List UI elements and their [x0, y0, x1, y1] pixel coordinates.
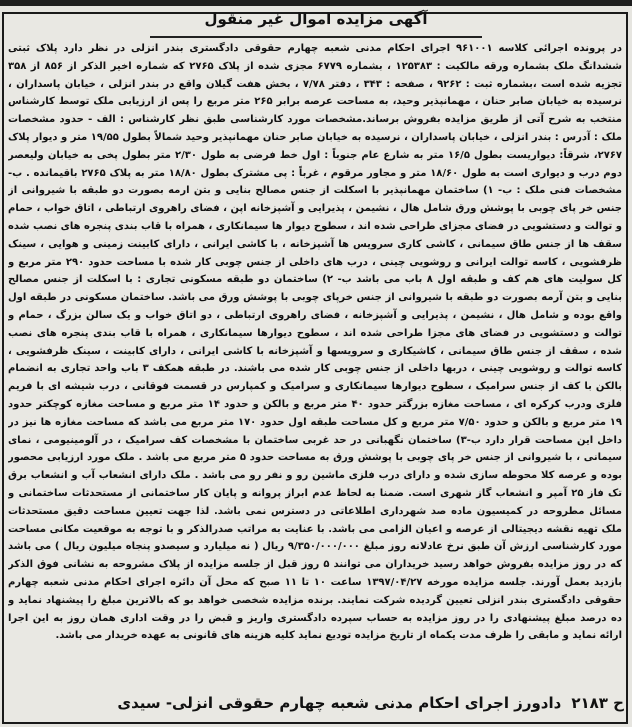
issuer-signature: دادورز اجرای احکام مدنی شعبه چهارم حقوقی انزلی- سیدی [117, 694, 562, 712]
notice-body: در پرونده اجرائی کلاسه ۹۶۱۰۰۱ اجرای احکام مدنی شعبه چهارم حقوقی دادگستری بندر انزلی در نظر دارد پلاک ثبتی ششدانگ ملک بشماره ورقه مالکیت : ۱۲۵۳۸۳ ، بشماره ۶۷۷۹ مجزی شده از پلاک ۲۷۶۵ که شماره اخیر الذکر از ۸۵۶ از ۳۵۸ تجزیه شده است ،بشماره ثبت : ۹۲۶۲ ، صفحه : ۳۴۳ ، دفتر ۷/۷۸ ، بخش هفت گیلان واقع در بندر انزلی ، خیابان پاسداران ، نرسیده به خیابان صابر حنان ، مهمانپذیر وحید، به مساحت عرصه برابر ۲۶۵ متر مربع را پس از ارزیابی ملک توسط کارشناس منتخب به شرح آتی از طریق مزایده بفروش برساند.مشخصات مورد کارشناسی طبق نظر کارشناس : الف - حدود مشخصات ملک : آدرس : بندر انزلی ، خیابان پاسداران ، نرسیده به خیابان صابر حنان مهمانپذیر وحید شمالاً بطول ۱۹/۵۵ متر و دیوار پلاک ۲۷۶۷، شرقاً: دیواریست بطول ۱۶/۵ متر به شارع عام جنوباً : اول خط فرضی به طول ۲/۳۰ متر بطول پخی به خیابان ولیعصر دوم درب و دیواری است به طول ۱۸/۶۰ متر و مجاور مرقوم ، غرباً : پی مشترک بطول ۱۸/۸۰ متر به پلاک ۲۷۶۵ باقیمانده . ب- مشخصات فنی ملک : ب- ۱) ساختمان مهمانپذیر با اسکلت از جنس مصالح بنایی و بتن ارمه بصورت دو طبقه با شیروانی از جنس خر پای چوبی با پوشش ورق شامل هال ، نشیمن ، پذیرایی و آشپزخانه اپن ، فضای راهروی ارتباطی ، اتاق خواب ، حمام و توالت و دستشویی در فضای مجزای طراحی شده اند ، سطوح دیوار ها سیمانکاری ، همراه با قاب بندی پنجره های نصب شده سقف ها از جنس طاق سیمانی ، کاشی کاری سرویس ها آشپزخانه ، با کاشی ایرانی ، دارای کابینت زمینی و هوایی ، سینک ظرفشویی ، کاسه توالت ایرانی و روشویی چینی ، درب های داخلی از جنس چوبی کار شده با مساحت حدود ۲۹۰ متر مربع و کل سولیت های هم کف و طبقه اول ۸ باب می باشد ب- ۲) ساختمان دو طبقه مسکونی تجاری : با اسکلت از جنس مصالح بنایی و بتن آرمه بصورت دو طبقه با شیروانی از جنس خرپای چوبی با پوشش ورق می باشد. ساختمان مسکونی در طبقه اول واقع بوده و شامل هال ، نشیمن ، پذیرایی و آشپزخانه ، فضای راهروی ارتباطی ، دو اتاق خواب و یک سالن بزرگ ، حمام و توالت و دستشویی در فضای های مجزا طراحی شده اند ، سطوح دیوارها سیمانکاری ، همراه با قاب بندی پنجره های نصب شده ، سقف از جنس طاق سیمانی ، کاشیکاری و سرویسها و آشپزخانه با کاشی ایرانی ، دارای کابینت ، سینک ظرفشویی ، کاسه توالت و روشویی چینی ، دربها داخلی از جنس چوبی کار شده می باشند. در طبقه همکف ۳ باب واحد تجاری به انضمام بالکن با کف از جنس سرامیک ، سطوح دیوارها سیمانکاری و سرامیک و کمپارس در قسمت فوقانی ، درب شیشه ای با فریم فلزی ودرب کرکره ای ، مساحت مغازه بزرگتر حدود ۴۰ متر مربع و بالکن و حدود ۱۴ متر مربع و مساحت مغازه کوچکتر حدود ۱۹ متر مربع و بالکن و حدود ۷/۵۰ متر مربع و کل مساحت طبقه اول حدود ۱۷۰ متر مربع می باشد که مساحت مغازه ها نیز در داخل این مساحت قرار دارد ب-۳) ساختمان نگهبانی در حد غربی ساختمان با مشخصات کف سرامیک ، در آلومینیومی ، نمای سیمانی ، با شیروانی از جنس خر پای چوبی با پوشش ورق به مساحت حدود ۵ متر مربع می باشد . ملک مورد ارزیابی محصور بوده و عرصه کلا محوطه سازی شده و دارای درب فلزی ماشین رو و نفر رو می باشد . ملک دارای انشعاب آب و انشعاب برق تک فاز ۲۵ آمپر و انشعاب گاز شهری است. ضمنا به لحاظ عدم ابراز پروانه و پایان کار ساختمانی از مستحدثات ساختمانی و مسائل مطروحه در کمیسیون ماده صد شهرداری اطلاعاتی در دسترس نمی باشد. لذا جهت تعیین مساحت دقیق مستحدثات ملک تهیه نقشه دیجیتالی از عرصه و اعیان الزامی می باشد. با عنایت به مراتب صدرالذکر و با توجه به موقعیت مکانی مساحت مورد کارشناسی ارزش آن طبق نرخ عادلانه روز مبلغ ۹/۳۵۰/۰۰۰/۰۰۰ ریال ( نه میلیارد و سیصدو پنجاه میلیون ریال ) می باشد که در روز مزایده بفروش خواهد رسید خریداران می توانند ۵ روز قبل از جلسه مزایده از پلاک مشروحه به نشانی فوق الذکر بازدید بعمل آورند. جلسه مزایده مورخه ۱۳۹۷/۰۴/۲۷ ساعت ۱۰ تا ۱۱ صبح که محل آن دائره اجرای احکام مدنی شعبه چهارم حقوقی دادگستری بندر انزلی تعیین گردیده شرکت نمایند. برنده مزایده شخصی خواهد بو که بالاترین مبلغ را پیشنهاد نماید و ده درصد مبلغ پیشنهادی را در روز مزایده به حساب سپرده دادگستری واریز و قبض را در وقت اداری همان روز به این اجرا ارائه نماید و مابقی را ظرف مدت یکماه از تاریخ مزایده تودیع نماید کلیه هزینه های قانونی به عهده خریدار می باشد. [8, 43, 622, 642]
notice-title: آگهی مزایده اموال غیر منقول [204, 10, 428, 28]
notice-footer [6, 686, 624, 720]
title-underline [150, 36, 482, 38]
ad-code: ح ۲۱۸۳ [571, 694, 624, 712]
top-border-strip [0, 0, 632, 6]
